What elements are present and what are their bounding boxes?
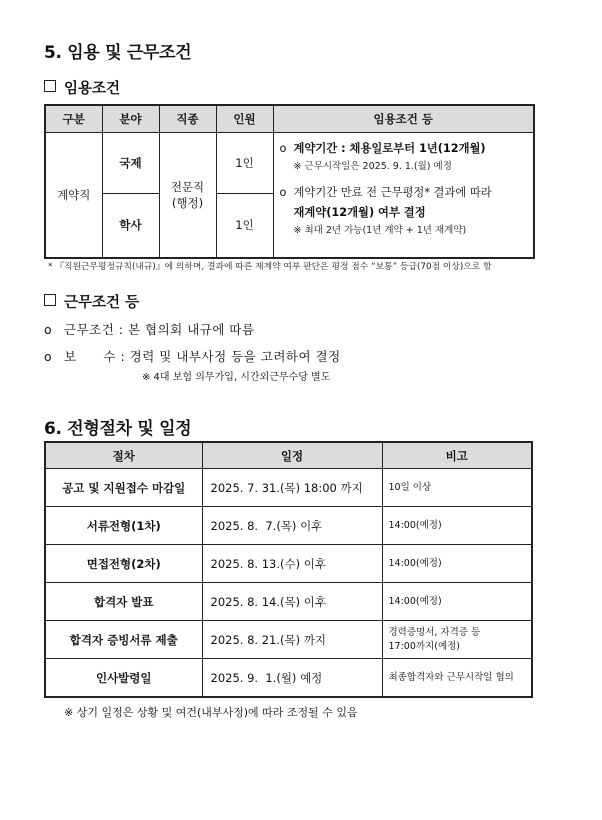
category-cell: 계약직 bbox=[45, 133, 102, 258]
table-row bbox=[45, 507, 532, 545]
step-cell: 서류전형(1차) bbox=[45, 507, 202, 545]
job-type-cell bbox=[159, 133, 216, 258]
table-row bbox=[45, 469, 532, 507]
header-schedule: 일정 bbox=[202, 442, 382, 469]
schedule-table bbox=[44, 441, 533, 698]
appointment-conditions-label: 임용조건 bbox=[64, 81, 121, 97]
date-cell: 2025. 8. 7.(목) 이후 bbox=[202, 507, 382, 545]
appointment-conditions-heading bbox=[44, 77, 120, 98]
field-cell-bachelor: 학사 bbox=[102, 194, 159, 258]
header-step: 절차 bbox=[45, 442, 202, 469]
step-cell: 인사발령일 bbox=[45, 659, 202, 698]
job-type-line1: 전문직 bbox=[170, 179, 205, 194]
note-cell: 14:00(예정) bbox=[382, 507, 532, 545]
step-cell: 면접전형(2차) bbox=[45, 545, 202, 583]
headcount-cell-2: 1인 bbox=[216, 194, 273, 258]
date-cell: 2025. 8. 21.(목) 까지 bbox=[202, 621, 382, 659]
step-cell: 합격자 증빙서류 제출 bbox=[45, 621, 202, 659]
salary-label: 보 수 bbox=[64, 349, 116, 364]
header-headcount: 인원 bbox=[216, 105, 273, 133]
table-row bbox=[45, 659, 532, 698]
work-condition-label: 근무조건 bbox=[64, 322, 115, 337]
salary-line: o 보 수 : 경력 및 내부사정 등을 고려하여 결정 bbox=[44, 349, 341, 364]
header-job-type: 직종 bbox=[159, 105, 216, 133]
work-conditions-heading bbox=[44, 291, 139, 312]
note-cell: 최종합격자와 근무시작일 협의 bbox=[382, 659, 532, 698]
header-field: 분야 bbox=[102, 105, 159, 133]
date-cell: 2025. 7. 31.(목) 18:00 까지 bbox=[202, 469, 382, 507]
condition-item-2-note: ※ 최대 2년 가능(1년 계약 + 1년 재계약) bbox=[293, 225, 467, 236]
condition-item-2-line1: 계약기간 만료 전 근무평정* 결과에 따라 bbox=[293, 186, 492, 199]
section-6-title: 6. 전형절차 및 일정 bbox=[44, 419, 192, 439]
checkbox-square-icon bbox=[44, 80, 56, 92]
step-cell: 공고 및 지원접수 마감일 bbox=[45, 469, 202, 507]
table-header-row bbox=[45, 105, 534, 133]
condition-item-2: o 계약기간 만료 전 근무평정* 결과에 따라 bbox=[279, 186, 492, 199]
field-cell-international: 국제 bbox=[102, 133, 159, 194]
header-remarks: 비고 bbox=[382, 442, 532, 469]
table-row bbox=[45, 583, 532, 621]
conditions-cell bbox=[273, 133, 534, 258]
note-cell: 14:00(예정) bbox=[382, 545, 532, 583]
table-row bbox=[45, 133, 534, 194]
work-condition-line: o 근무조건 : 본 협의회 내규에 따름 bbox=[44, 322, 255, 337]
schedule-footnote: ※ 상기 일정은 상황 및 여건(내부사정)에 따라 조정될 수 있음 bbox=[64, 706, 358, 719]
salary-value: 경력 및 내부사정 등을 고려하여 결정 bbox=[129, 349, 341, 364]
condition-item-2-line2: 재계약(12개월) 여부 결정 bbox=[293, 206, 426, 219]
insurance-note: ※ 4대 보험 의무가입, 시간외근무수당 별도 bbox=[142, 372, 331, 383]
table-row bbox=[45, 545, 532, 583]
note-line-2: 17:00까지(예정) bbox=[388, 640, 460, 652]
work-condition-value: 본 협의회 내규에 따름 bbox=[127, 322, 255, 337]
table-header-row bbox=[45, 442, 532, 469]
appointment-conditions-table bbox=[44, 104, 535, 259]
header-conditions: 임용조건 등 bbox=[273, 105, 534, 133]
note-cell: 10일 이상 bbox=[382, 469, 532, 507]
job-type-line2: (행정) bbox=[171, 195, 204, 210]
section-5-title: 5. 임용 및 근무조건 bbox=[44, 43, 192, 63]
work-conditions-label: 근무조건 등 bbox=[64, 295, 140, 311]
checkbox-square-icon bbox=[44, 294, 56, 306]
note-cell bbox=[382, 621, 532, 659]
condition-item-1-note: ※ 근무시작일은 2025. 9. 1.(월) 예정 bbox=[293, 161, 452, 172]
condition-item-1: o 계약기간 : 채용일로부터 1년(12개월) bbox=[279, 142, 486, 155]
date-cell: 2025. 9. 1.(월) 예정 bbox=[202, 659, 382, 698]
headcount-cell-1: 1인 bbox=[216, 133, 273, 194]
date-cell: 2025. 8. 13.(수) 이후 bbox=[202, 545, 382, 583]
table-row bbox=[45, 621, 532, 659]
table-footnote: * 『직원근무평정규칙(내규)』에 의하며, 결과에 따른 재계약 여부 판단은 평정 점수 “보통” 등급(70점 이상)으로 함 bbox=[48, 262, 492, 272]
header-category: 구분 bbox=[45, 105, 102, 133]
date-cell: 2025. 8. 14.(목) 이후 bbox=[202, 583, 382, 621]
note-cell: 14:00(예정) bbox=[382, 583, 532, 621]
step-cell: 합격자 발표 bbox=[45, 583, 202, 621]
note-line-1: 경력증명서, 자격증 등 bbox=[388, 626, 481, 638]
condition-item-1-text: 계약기간 : 채용일로부터 1년(12개월) bbox=[293, 142, 486, 155]
